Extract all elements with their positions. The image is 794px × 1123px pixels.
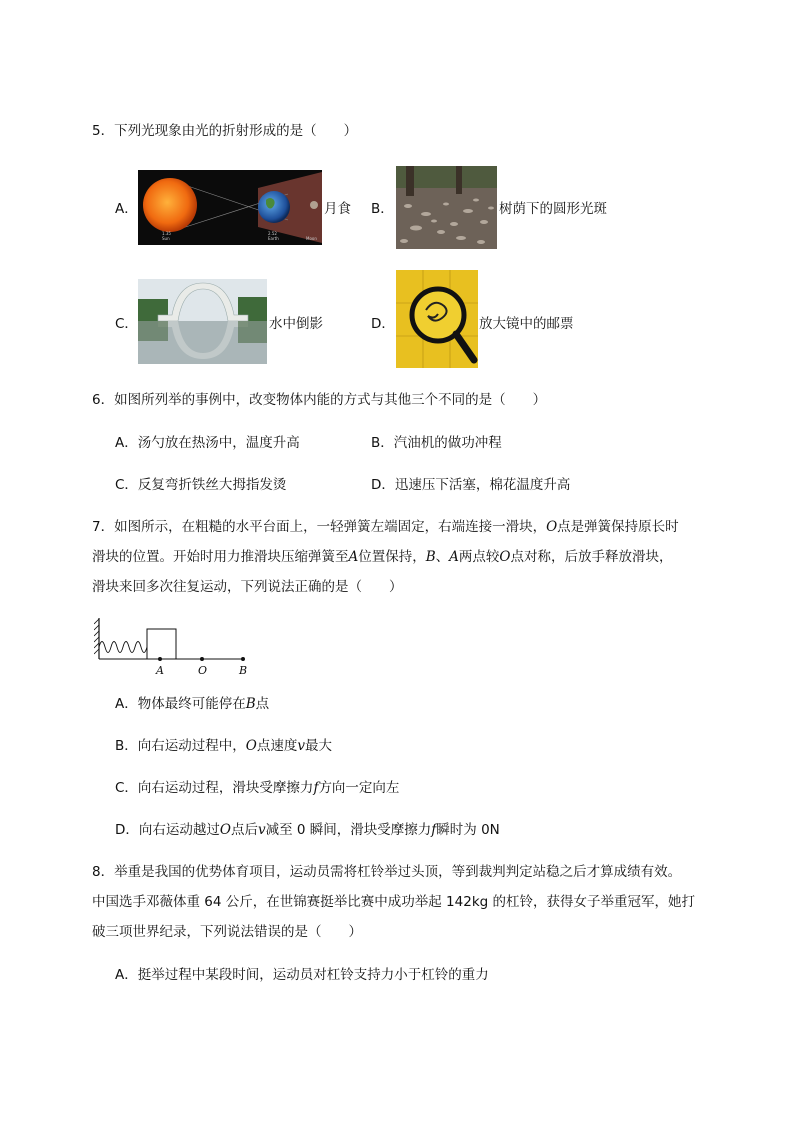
q7-stem-line-3: 滑块来回多次往复运动，下列说法正确的是（ ） bbox=[92, 579, 403, 595]
earth-number: 2.52 bbox=[268, 231, 277, 236]
earth-shape bbox=[258, 191, 290, 223]
q7-option-b: B．向右运动过程中，O点速度v最大 bbox=[115, 738, 332, 754]
moon-shape bbox=[310, 201, 318, 209]
spring-block-diagram bbox=[94, 616, 254, 678]
q6-option-b: B．汽油机的做功冲程 bbox=[371, 435, 502, 451]
tree-shade-light-spots-image bbox=[396, 166, 497, 249]
bridge-reflection-image bbox=[138, 279, 267, 364]
earth-label: Earth bbox=[268, 236, 279, 241]
point-b-label: B bbox=[239, 664, 248, 677]
magnifier-stamp-image bbox=[396, 270, 478, 368]
q5-option-c-caption: 水中倒影 bbox=[269, 316, 323, 332]
q6-stem: 6．如图所列举的事例中，改变物体内能的方式与其他三个不同的是（ ） bbox=[92, 392, 547, 408]
q6-option-d: D．迅速压下活塞，棉花温度升高 bbox=[371, 477, 571, 493]
q5-option-b-letter: B． bbox=[371, 201, 394, 217]
sun-shape bbox=[143, 178, 197, 232]
q8-stem-line-2: 中国选手邓薇体重 64 公斤，在世锦赛挺举比赛中成功举起 142kg 的杠铃，获得女子举重冠军，她打 bbox=[92, 894, 695, 910]
point-a-label: A bbox=[156, 664, 164, 677]
wall-hatch-shape bbox=[94, 619, 99, 654]
q7-option-c: C．向右运动过程，滑块受摩擦力f方向一定向左 bbox=[115, 780, 400, 796]
sun-number: 1.35 bbox=[162, 231, 171, 236]
point-o-dot bbox=[200, 657, 204, 661]
q7-stem-line-1: 7．如图所示，在粗糙的水平台面上，一轻弹簧左端固定，右端连接一滑块，O点是弹簧保持原长时 bbox=[92, 519, 679, 535]
lunar-eclipse-image bbox=[138, 170, 322, 245]
q7-option-d: D．向右运动越过O点后v减至 0 瞬间，滑块受摩擦力f瞬时为 0N bbox=[115, 822, 500, 838]
q5-option-c-letter: C． bbox=[115, 316, 138, 332]
q5-option-d-caption: 放大镜中的邮票 bbox=[479, 316, 574, 332]
block-shape bbox=[147, 629, 176, 659]
sun-label: Sun bbox=[162, 236, 170, 241]
moon-label: Moon bbox=[306, 236, 317, 241]
spring-shape bbox=[99, 642, 147, 653]
q7-option-a: A．物体最终可能停在B点 bbox=[115, 696, 270, 712]
q6-option-c: C．反复弯折铁丝大拇指发烫 bbox=[115, 477, 287, 493]
point-a-dot bbox=[158, 657, 162, 661]
q8-stem-line-1: 8．举重是我国的优势体育项目，运动员需将杠铃举过头顶，等到裁判判定站稳之后才算成绩有效。 bbox=[92, 864, 682, 880]
q5-option-b-caption: 树荫下的圆形光斑 bbox=[499, 201, 607, 217]
q5-stem: 5．下列光现象由光的折射形成的是（ ） bbox=[92, 123, 358, 139]
q8-option-a: A．挺举过程中某段时间，运动员对杠铃支持力小于杠铃的重力 bbox=[115, 967, 489, 983]
q5-option-a-letter: A． bbox=[115, 201, 138, 217]
q5-option-d-letter: D． bbox=[371, 316, 395, 332]
q5-option-a-caption: 月食 bbox=[324, 201, 351, 217]
q8-stem-line-3: 破三项世界纪录，下列说法错误的是（ ） bbox=[92, 924, 362, 940]
q6-option-a: A．汤勺放在热汤中，温度升高 bbox=[115, 435, 300, 451]
q7-stem-line-2: 滑块的位置。开始时用力推滑块压缩弹簧至A位置保持，B、A两点较O点对称，后放手释放滑块， bbox=[92, 549, 673, 565]
point-b-dot bbox=[241, 657, 245, 661]
point-o-label: O bbox=[198, 664, 208, 677]
